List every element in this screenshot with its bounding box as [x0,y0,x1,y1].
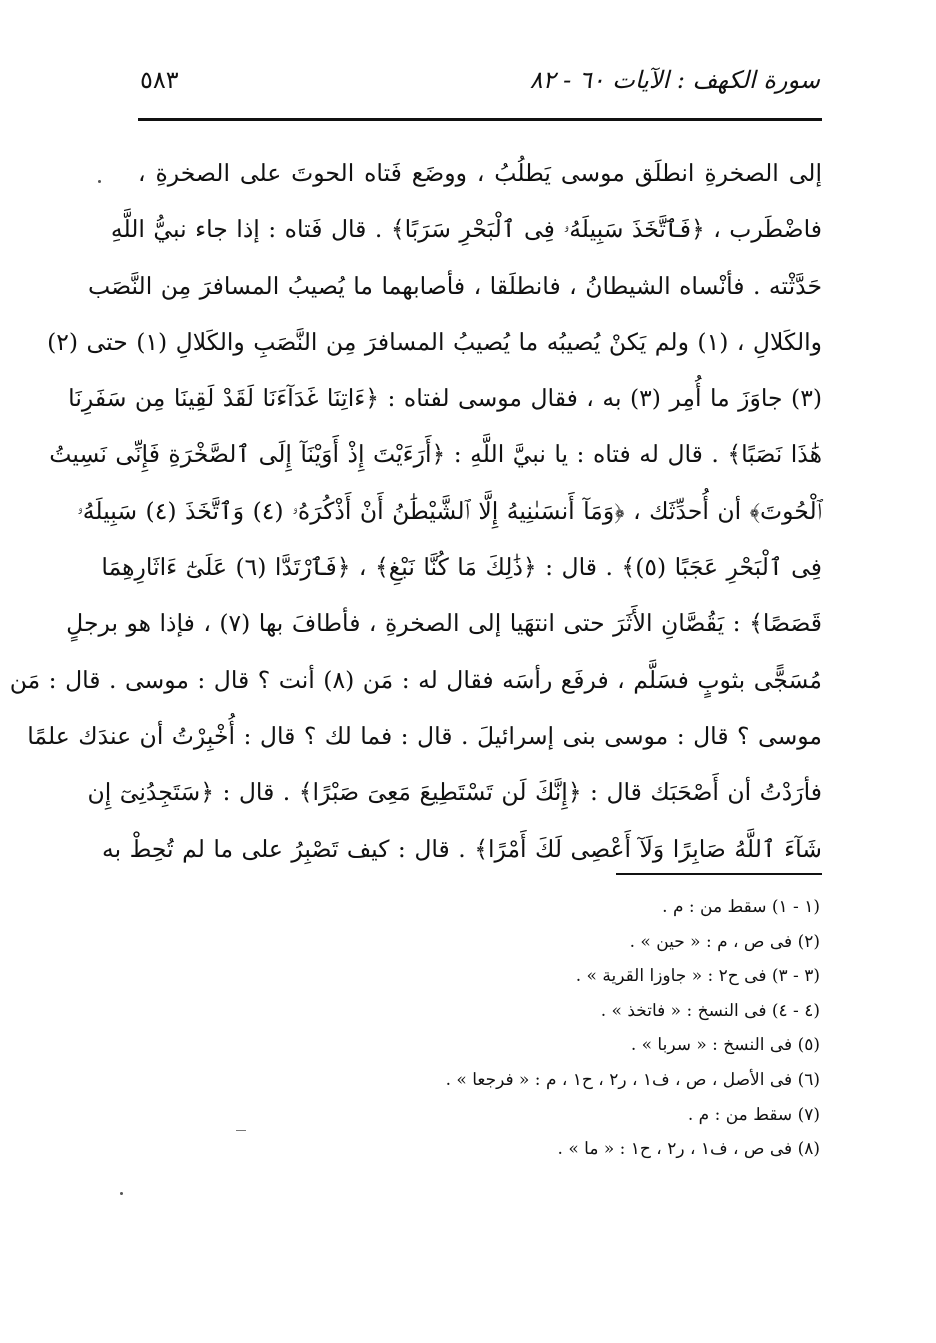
text-line: ٱلْحُوتَ﴾ أن أُحدِّثَك ، ﴿وَمَآ أَنسَىٰنِيهُ إِلَّا ٱلشَّيْطَٰنُ أَنْ أَذْكُرَهُۥ (٤) وَٱتَّخَذَ (٤) سَبِيلَهُۥ [76,496,822,525]
running-header [140,66,820,106]
footnote: (٨) فى ص ، ف١ ، ر٢ ، ح١ : « ما » . [557,1139,820,1160]
text-line: مُسَجًّى بثوبٍ فسَلَّم ، فرفَع رأسَه فقال له : مَن (٨) أنت ؟ قال : موسى . قال : مَن [9,665,822,694]
scan-speck [120,1192,123,1195]
footnote: (٢) فى ص ، م : « حين » . [629,931,820,952]
text-line: إلى الصخرةِ انطلَق موسى يَطلُبُ ، ووضَع فَتاه الحوتَ على الصخرةِ ، [138,159,822,187]
text-line: فِى ٱلْبَحْرِ عَجَبًا (٥)﴾ . قال : ﴿ذَٰلِكَ مَا كُنَّا نَبْغِ﴾ ، ﴿فَٱرْتَدَّا (٦) عَلَىٰٓ ءَاثَارِهِمَا [101,553,822,582]
text-line: فأرَدْتُ أن أَصْحَبَك قال : ﴿إِنَّكَ لَن تَسْتَطِيعَ مَعِىَ صَبْرًا﴾ . قال : ﴿سَتَجِدُنِىٓ إِن [87,778,822,807]
main-text [9,145,822,877]
footnote: (٤ - ٤) فى النسخ : « فاتخذ » . [600,1000,820,1021]
footnote: (١ - ١) سقط من : م . [662,897,820,917]
scan-speck [98,180,101,183]
text-line: هَٰذَا نَصَبًا﴾ . قال له فتاه : يا نبيَّ اللَّهِ : ﴿أَرَءَيْتَ إِذْ أَوَيْنَآ إِلَى ٱلصَّخْرَةِ فَإِنِّى نَسِيتُ [49,440,822,469]
header-rule [138,118,822,121]
text-line: فاضْطَرب ، ﴿فَٱتَّخَذَ سَبِيلَهُۥ فِى ٱلْبَحْرِ سَرَبًا﴾ . قال فَتاه : إذا جاء نبيُّ اللَّهِ [110,215,822,244]
page-number: ٥٨٣ [140,66,179,94]
footnote: (٦) فى الأصل ، ص ، ف١ ، ر٢ ، ح١ ، م : « فرجعا » . [445,1069,820,1090]
footnote-separator [616,873,822,875]
surah-title: سورة الكهف : الآيات ٦٠ - ٨٢ [529,66,820,94]
footnote: (٣ - ٣) فى ح٢ : « جاوزا القرية » . [575,966,820,987]
text-line: (٣) جاوَزَ ما أُمِر (٣) به ، فقال موسى لفتاه : ﴿ءَاتِنَا غَدَآءَنَا لَقَدْ لَقِينَا مِن سَفَرِنَا [68,384,822,413]
footnote: (٧) سقط من : م . [687,1104,820,1125]
text-line: موسى ؟ قال : موسى بنى إسرائيلَ . قال : فما لك ؟ قال : أُخْبِرْتُ أن عندَك علمًا [27,721,822,750]
scan-mark [236,1130,246,1131]
footnote: (٥) فى النسخ : « سربا » . [630,1035,820,1056]
text-line: شَآءَ ٱللَّهُ صَابِرًا وَلَآ أَعْصِى لَكَ أَمْرًا﴾ . قال : كيف تَصْبِرُ على ما لم تُحِطْ به [101,834,822,863]
footnotes [260,890,820,1167]
text-line: حَدَّثْته . فأنْساه الشيطانُ ، فانطلَقا ، فأصابهما ما يُصيبُ المسافرَ مِن النَّصَب [88,271,822,300]
text-line: قَصَصًا﴾ : يَقُصَّانِ الأَثَرَ حتى انتهَيا إلى الصخرةِ ، فأطافَ بها (٧) ، فإذا هو برجلٍ [66,609,822,638]
text-line: والكَلالِ ، (١) ولم يَكنْ يُصيبُه ما يُصيبُ المسافرَ مِن النَّصَبِ والكَلالِ (١) حتى (٢) [47,327,822,356]
